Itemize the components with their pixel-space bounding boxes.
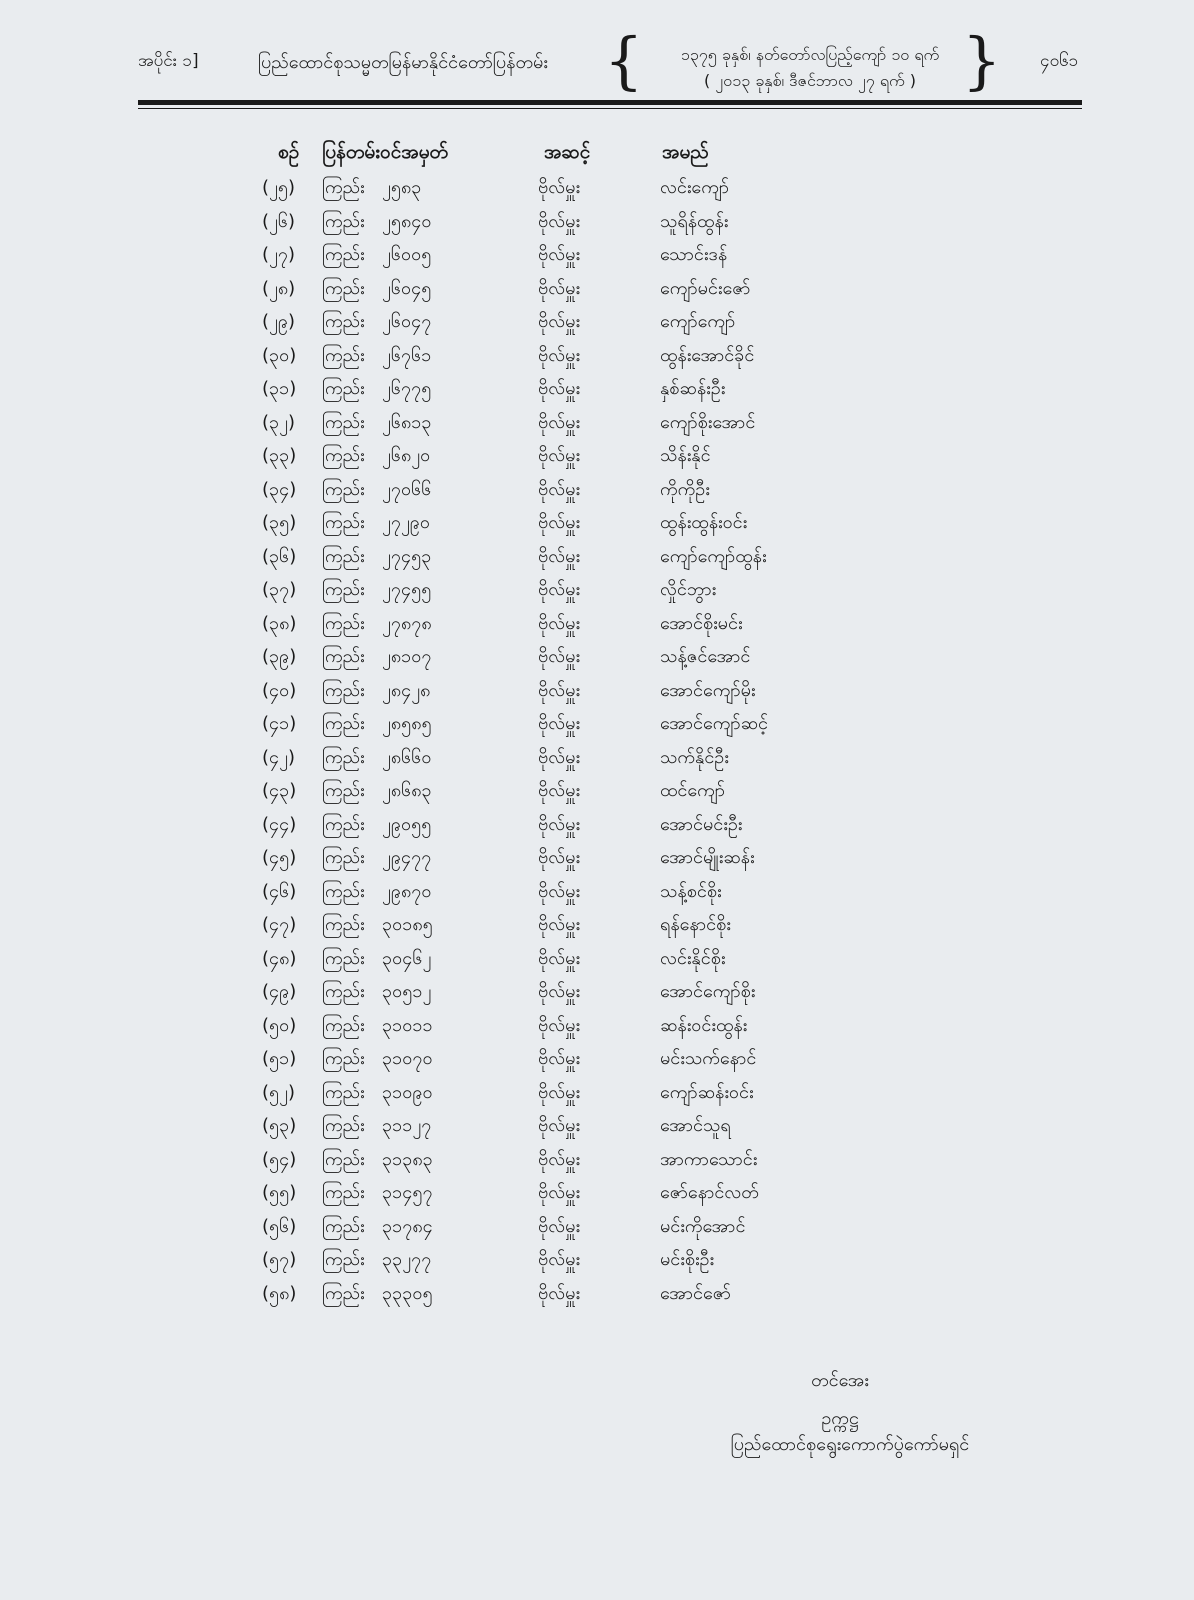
row-prefix: ကြည်း [322,813,365,835]
row-index: (၅၈) [262,1282,297,1304]
list-item [0,1046,1194,1079]
row-index: (၃၆) [262,545,297,567]
row-name: သောင်းဒန် [660,244,728,265]
row-gazette-number: ၂၈၁၀၇ [382,646,432,667]
row-prefix: ကြည်း [322,1282,365,1304]
row-name: သန့်ဇင်အောင် [660,646,751,667]
row-rank: ဗိုလ်မှူး [538,713,581,734]
row-index: (၄၃) [262,780,297,801]
row-prefix: ကြည်း [322,612,365,634]
gazette-title: ပြည်ထောင်စုသမ္မတမြန်မာနိုင်ငံတော်ပြန်တမ်း [258,52,548,73]
row-rank: ဗိုလ်မှူး [538,981,581,1002]
row-index: (၂၈) [262,277,296,299]
row-prefix: ကြည်း [322,1215,365,1237]
row-prefix: ကြည်း [322,713,365,734]
list-item [0,1180,1194,1213]
row-name: သူရိန်ထွန်း [660,210,729,232]
row-rank: ဗိုလ်မှူး [538,780,581,801]
row-rank: ဗိုလ်မှူး [538,1081,581,1103]
row-name: ကျော်ကျော် [660,311,736,332]
signatory-name: တင်အေး [811,1370,869,1391]
row-prefix: ကြည်း [322,679,365,701]
row-name: ကိုကိုဦး [660,478,710,500]
row-index: (၃၁) [262,378,297,399]
row-name: ကျော်ဆန်းဝင်း [660,1081,754,1103]
col-header-name: အမည် [662,141,709,163]
row-rank: ဗိုလ်မှူး [538,1148,581,1170]
row-gazette-number: ၃၁၄၅၇ [382,1182,433,1203]
row-name: သန့်စင်စိုး [660,880,722,902]
list-item [0,410,1194,443]
row-name: ကျော်ကျော်ထွန်း [660,545,767,567]
list-item [0,242,1194,275]
row-gazette-number: ၂၆၇၆၁ [382,344,432,366]
row-index: (၃၃) [262,445,297,466]
row-prefix: ကြည်း [322,646,365,667]
row-rank: ဗိုလ်မှူး [538,1282,581,1304]
row-rank: ဗိုလ်မှူး [538,277,581,299]
row-rank: ဗိုလ်မှူး [538,210,581,232]
row-index: (၃၉) [262,646,297,667]
row-gazette-number: ၃၀၄၆၂ [382,947,432,969]
row-name: လှိုင်ဘွား [660,579,717,600]
row-name: ထွန်းအောင်ခိုင် [660,344,755,366]
row-rank: ဗိုလ်မှူး [538,679,581,701]
row-rank: ဗိုလ်မှူး [538,545,581,567]
row-rank: ဗိုလ်မှူး [538,612,581,634]
row-rank: ဗိုလ်မှူး [538,1215,581,1237]
list-item [0,1013,1194,1046]
row-gazette-number: ၃၁၀၁၁ [382,1014,433,1036]
row-prefix: ကြည်း [322,1048,365,1069]
row-index: (၂၉) [262,311,296,332]
row-gazette-number: ၂၅၈၄၀ [382,210,432,232]
list-item [0,678,1194,711]
header-rule-thin [138,108,1082,109]
row-gazette-number: ၂၇၈၇၈ [382,612,432,634]
row-index: (၃၄) [262,478,297,500]
row-prefix: ကြည်း [322,746,365,768]
row-prefix: ကြည်း [322,512,365,533]
row-gazette-number: ၃၁၃၈၃ [382,1148,433,1170]
row-prefix: ကြည်း [322,378,365,399]
row-index: (၃၇) [262,579,297,600]
row-gazette-number: ၂၈၄၂၈ [382,679,431,701]
row-gazette-number: ၃၀၁၈၅ [382,914,433,935]
row-prefix: ကြည်း [322,411,365,433]
row-index: (၄၂) [262,746,296,768]
row-gazette-number: ၂၈၅၈၅ [382,713,432,734]
row-prefix: ကြည်း [322,478,365,500]
row-name: အောင်သူရ [660,1115,731,1136]
row-gazette-number: ၂၉၄၇၇ [382,847,432,868]
row-gazette-number: ၂၆၇၇၅ [382,378,432,399]
row-prefix: ကြည်း [322,780,365,801]
row-index: (၂၇) [262,244,296,265]
row-name: အောင်ဇော် [660,1282,731,1304]
row-rank: ဗိုလ်မှူး [538,311,581,332]
row-gazette-number: ၃၃၂၇၇ [382,1249,432,1270]
row-index: (၄၄) [262,813,297,835]
row-name: လင်းနိုင်စိုး [660,947,726,969]
row-name: အောင်မျိုးဆန်း [660,847,755,868]
list-item [0,711,1194,744]
row-gazette-number: ၃၀၅၁၂ [382,981,432,1002]
row-rank: ဗိုလ်မှူး [538,813,581,835]
row-name: ရန်နောင်စိုး [660,914,731,935]
list-item [0,510,1194,543]
row-prefix: ကြည်း [322,244,365,265]
list-item [0,879,1194,912]
row-index: (၂၅) [262,177,296,198]
row-rank: ဗိုလ်မှူး [538,1249,581,1270]
row-gazette-number: ၂၉၈၇၀ [382,880,432,902]
row-rank: ဗိုလ်မှူး [538,411,581,433]
row-rank: ဗိုလ်မှူး [538,579,581,600]
list-item [0,477,1194,510]
list-item [0,1281,1194,1314]
row-prefix: ကြည်း [322,1182,365,1203]
row-name: သိန်းနိုင် [660,445,711,466]
row-index: (၅၃) [262,1115,297,1136]
row-name: လင်းကျော် [660,177,730,198]
row-prefix: ကြည်း [322,947,365,969]
list-item [0,343,1194,376]
row-rank: ဗိုလ်မှူး [538,880,581,902]
row-index: (၅၅) [262,1182,297,1203]
row-rank: ဗိုလ်မှူး [538,244,581,265]
row-prefix: ကြည်း [322,1249,365,1270]
row-prefix: ကြည်း [322,981,365,1002]
row-gazette-number: ၃၁၇၈၄ [382,1215,433,1237]
row-name: ဇော်နောင်လတ် [660,1182,759,1203]
row-gazette-number: ၃၁၀၉၀ [382,1081,433,1103]
row-name: အာကာသောင်း [660,1148,758,1170]
row-index: (၅၄) [262,1148,297,1170]
row-index: (၃၂) [262,411,296,433]
row-name: အောင်စိုးမင်း [660,612,743,634]
row-rank: ဗိုလ်မှူး [538,177,581,198]
date-block [640,42,980,94]
row-index: (၅၀) [262,1014,297,1036]
row-rank: ဗိုလ်မှူး [538,512,581,533]
left-brace: { [604,24,644,97]
row-gazette-number: ၃၁၁၂၇ [382,1115,432,1136]
row-index: (၄၆) [262,880,297,902]
signatory-title: ဥက္ကဋ္ဌ [821,1408,859,1429]
row-gazette-number: ၂၆၈၂၀ [382,445,431,466]
row-prefix: ကြည်း [322,445,365,466]
row-rank: ဗိုလ်မှူး [538,914,581,935]
page-number: ၄၀၆၁ [1040,51,1079,71]
row-index: (၅၁) [262,1048,297,1069]
row-prefix: ကြည်း [322,1148,365,1170]
row-index: (၄၈) [262,947,297,969]
list-item [0,1080,1194,1113]
row-index: (၅၇) [262,1249,297,1270]
list-item [0,845,1194,878]
col-header-gazette-no: ပြန်တမ်းဝင်အမှတ် [322,141,449,163]
row-prefix: ကြည်း [322,1014,365,1036]
col-header-rank: အဆင့် [544,141,591,163]
row-prefix: ကြည်း [322,545,365,567]
list-item [0,577,1194,610]
row-name: ထင်ကျော် [660,780,726,801]
list-item [0,276,1194,309]
row-prefix: ကြည်း [322,277,365,299]
row-name: အောင်ကျော်ဆင့် [660,713,768,734]
row-prefix: ကြည်း [322,177,365,198]
part-label: အပိုင်း ၁] [138,51,199,71]
list-item [0,946,1194,979]
row-gazette-number: ၂၉၀၅၅ [382,813,432,835]
row-name: မင်းစိုးဦး [660,1249,715,1270]
list-item [0,644,1194,677]
row-prefix: ကြည်း [322,210,365,232]
list-item [0,1113,1194,1146]
row-gazette-number: ၂၆၀၄၅ [382,277,432,299]
row-gazette-number: ၂၇၂၉၀ [382,512,431,533]
list-item [0,544,1194,577]
signatory-org: ပြည်ထောင်စုရွေးကောက်ပွဲကော်မရှင် [730,1434,970,1455]
right-brace: } [962,24,1002,97]
row-gazette-number: ၂၈၆၈၃ [382,780,432,801]
row-gazette-number: ၃၁၀၇၀ [382,1048,433,1069]
row-rank: ဗိုလ်မှူး [538,947,581,969]
row-prefix: ကြည်း [322,311,365,332]
list-item [0,309,1194,342]
list-item [0,1214,1194,1247]
list-item [0,443,1194,476]
row-index: (၃၅) [262,512,297,533]
row-gazette-number: ၂၈၆၆၀ [382,746,432,768]
row-rank: ဗိုလ်မှူး [538,445,581,466]
row-name: သက်နိုင်ဦး [660,746,729,768]
row-rank: ဗိုလ်မှူး [538,646,581,667]
row-rank: ဗိုလ်မှူး [538,478,581,500]
row-prefix: ကြည်း [322,579,365,600]
row-index: (၃၈) [262,612,297,634]
row-name: နှစ်ဆန်းဦး [660,378,726,399]
list-item [0,611,1194,644]
row-gazette-number: ၂၆၀၄၇ [382,311,432,332]
row-prefix: ကြည်း [322,914,365,935]
header-rule-thick [138,100,1082,105]
row-gazette-number: ၂၇၄၅၃ [382,545,432,567]
row-index: (၄၉) [262,981,297,1002]
list-item [0,1247,1194,1280]
row-rank: ဗိုလ်မှူး [538,1182,581,1203]
row-name: ဆန်းဝင်းထွန်း [660,1014,748,1036]
row-name: အောင်မင်းဦး [660,813,743,835]
row-rank: ဗိုလ်မှူး [538,1115,581,1136]
row-index: (၄၁) [262,713,297,734]
row-name: ကျော်စိုးအောင် [660,411,756,433]
date-gregorian: ( ၂၀၁၃ ခုနှစ်၊ ဒီဇင်ဘာလ ၂၇ ရက် ) [703,71,917,90]
row-index: (၅၂) [262,1081,296,1103]
row-prefix: ကြည်း [322,344,365,366]
list-item [0,778,1194,811]
row-gazette-number: ၂၆၀၀၅ [382,244,432,265]
list-item [0,812,1194,845]
row-name: မင်းကိုအောင် [660,1215,746,1237]
row-index: (၄၀) [262,679,297,701]
row-gazette-number: ၃၃၃၀၅ [382,1282,433,1304]
list-item [0,979,1194,1012]
list-item [0,745,1194,778]
date-myanmar: ၁၃၇၅ ခုနှစ်၊ နတ်တော်လပြည့်ကျော် ၁၀ ရက် [680,45,940,64]
row-index: (၂၆) [262,210,296,232]
col-header-index: စဉ် [278,141,300,163]
row-prefix: ကြည်း [322,880,365,902]
row-name: အောင်ကျော်စိုး [660,981,756,1002]
row-gazette-number: ၂၇၀၆၆ [382,478,432,500]
row-gazette-number: ၂၆၈၁၃ [382,411,432,433]
row-prefix: ကြည်း [322,1115,365,1136]
row-gazette-number: ၂၅၈၃ [382,177,422,198]
row-index: (၃၀) [262,344,297,366]
row-prefix: ကြည်း [322,847,365,868]
row-name: မင်းသက်နောင် [660,1048,757,1069]
row-rank: ဗိုလ်မှူး [538,746,581,768]
list-item [0,912,1194,945]
list-item [0,175,1194,208]
list-item [0,209,1194,242]
row-index: (၅၆) [262,1215,297,1237]
row-index: (၄၇) [262,914,297,935]
row-rank: ဗိုလ်မှူး [538,1014,581,1036]
row-index: (၄၅) [262,847,297,868]
row-prefix: ကြည်း [322,1081,365,1103]
list-item [0,376,1194,409]
row-name: ကျော်မင်းဇော် [660,277,751,299]
row-gazette-number: ၂၇၄၅၅ [382,579,432,600]
row-rank: ဗိုလ်မှူး [538,1048,581,1069]
row-rank: ဗိုလ်မှူး [538,344,581,366]
row-name: အောင်ကျော်မိုး [660,679,756,701]
row-name: ထွန်းထွန်းဝင်း [660,512,748,533]
row-rank: ဗိုလ်မှူး [538,847,581,868]
row-rank: ဗိုလ်မှူး [538,378,581,399]
list-item [0,1147,1194,1180]
